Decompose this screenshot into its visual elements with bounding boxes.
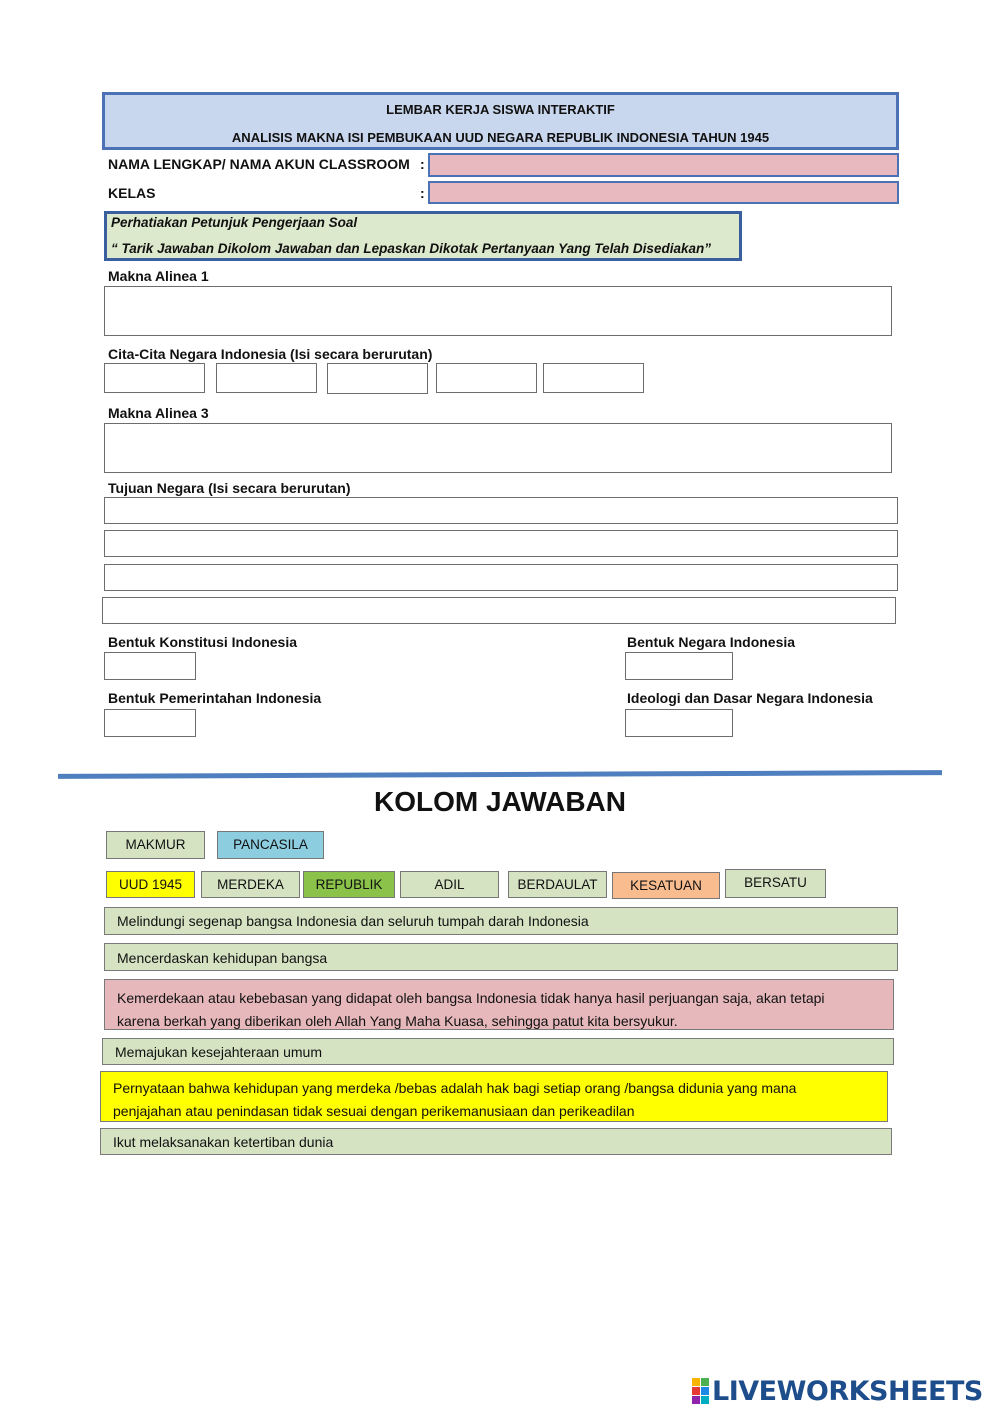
- tujuan-dropzone-2[interactable]: [104, 530, 898, 557]
- ideologi-label: Ideologi dan Dasar Negara Indonesia: [627, 690, 873, 706]
- tujuan-dropzone-3[interactable]: [104, 564, 898, 591]
- pemerintahan-label: Bentuk Pemerintahan Indonesia: [108, 690, 322, 706]
- tujuan-dropzone-1[interactable]: [104, 497, 898, 524]
- tujuan-dropzone-4[interactable]: [102, 597, 896, 624]
- answer-chip-republik[interactable]: REPUBLIK: [303, 871, 395, 898]
- name-colon: :: [420, 156, 425, 172]
- cita-cita-label: Cita-Cita Negara Indonesia (Isi secara berurutan): [108, 346, 433, 362]
- ideologi-dropzone[interactable]: [625, 709, 733, 737]
- class-label: KELAS: [108, 185, 156, 201]
- answer-column-title: KOLOM JAWABAN: [374, 786, 626, 817]
- answer-chip-makmur[interactable]: MAKMUR: [106, 831, 205, 859]
- name-input[interactable]: [428, 153, 899, 177]
- konstitusi-dropzone[interactable]: [104, 652, 196, 680]
- answer-chip-berdaulat[interactable]: BERDAULAT: [508, 871, 607, 898]
- answer-strip-melindungi[interactable]: Melindungi segenap bangsa Indonesia dan seluruh tumpah darah Indonesia: [104, 907, 898, 935]
- liveworksheets-logo: [692, 1376, 983, 1406]
- cita-cita-dropzone-1[interactable]: [104, 363, 205, 393]
- answer-chip-kesatuan[interactable]: KESATUAN: [612, 872, 720, 899]
- answer-strip-ketertiban[interactable]: Ikut melaksanakan ketertiban dunia: [100, 1128, 892, 1155]
- cita-cita-dropzone-2[interactable]: [216, 363, 317, 393]
- instructions-box: [104, 211, 742, 261]
- pemerintahan-dropzone[interactable]: [104, 709, 196, 737]
- answer-strip-kemerdekaan[interactable]: Kemerdekaan atau kebebasan yang didapat oleh bangsa Indonesia tidak hanya hasil perjuangan saja, akan tetapi karena berkah yang diberikan oleh Allah Yang Maha Kuasa, sehingga patut kita bersyukur.: [104, 979, 894, 1030]
- answer-strip-memajukan[interactable]: Memajukan kesejahteraan umum: [102, 1038, 894, 1065]
- cita-cita-dropzone-3[interactable]: [327, 363, 428, 394]
- instructions-title: Perhatiakan Petunjuk Pengerjaan Soal: [111, 215, 358, 230]
- answer-chip-pancasila[interactable]: PANCASILA: [217, 831, 324, 859]
- class-input[interactable]: [428, 181, 899, 204]
- konstitusi-label: Bentuk Konstitusi Indonesia: [108, 634, 298, 650]
- liveworksheets-logo-text: LIVEWORKSHEETS: [712, 1375, 983, 1407]
- header-title: LEMBAR KERJA SISWA INTERAKTIF: [386, 102, 615, 117]
- cita-cita-dropzone-4[interactable]: [436, 363, 537, 393]
- alinea3-label: Makna Alinea 3: [108, 405, 209, 421]
- answer-strip-pernyataan[interactable]: Pernyataan bahwa kehidupan yang merdeka /bebas adalah hak bagi setiap orang /bangsa didunia yang mana penjajahan atau penindasan tidak sesuai dengan perikemanusiaan dan perikeadilan: [100, 1071, 888, 1122]
- name-label: NAMA LENGKAP/ NAMA AKUN CLASSROOM: [108, 156, 410, 172]
- cita-cita-dropzone-5[interactable]: [543, 363, 644, 393]
- negara-dropzone[interactable]: [625, 652, 733, 680]
- answer-chip-uud-1945[interactable]: UUD 1945: [106, 871, 195, 898]
- alinea3-dropzone[interactable]: [104, 423, 892, 473]
- worksheet-header: [102, 92, 899, 150]
- tujuan-label: Tujuan Negara (Isi secara berurutan): [108, 480, 351, 496]
- alinea1-label: Makna Alinea 1: [108, 268, 209, 284]
- section-divider: [58, 770, 942, 779]
- negara-label: Bentuk Negara Indonesia: [627, 634, 796, 650]
- answer-chip-adil[interactable]: ADIL: [400, 871, 499, 898]
- instructions-text: “ Tarik Jawaban Dikolom Jawaban dan Lepaskan Dikotak Pertanyaan Yang Telah Disediakan”: [111, 241, 711, 256]
- answer-chip-merdeka[interactable]: MERDEKA: [201, 871, 300, 898]
- answer-strip-mencerdaskan[interactable]: Mencerdaskan kehidupan bangsa: [104, 943, 898, 971]
- alinea1-dropzone[interactable]: [104, 286, 892, 336]
- liveworksheets-logo-icon: [692, 1378, 709, 1404]
- header-subtitle: ANALISIS MAKNA ISI PEMBUKAAN UUD NEGARA REPUBLIK INDONESIA TAHUN 1945: [231, 130, 770, 145]
- answer-chip-bersatu[interactable]: BERSATU: [725, 869, 826, 898]
- class-colon: :: [420, 185, 425, 201]
